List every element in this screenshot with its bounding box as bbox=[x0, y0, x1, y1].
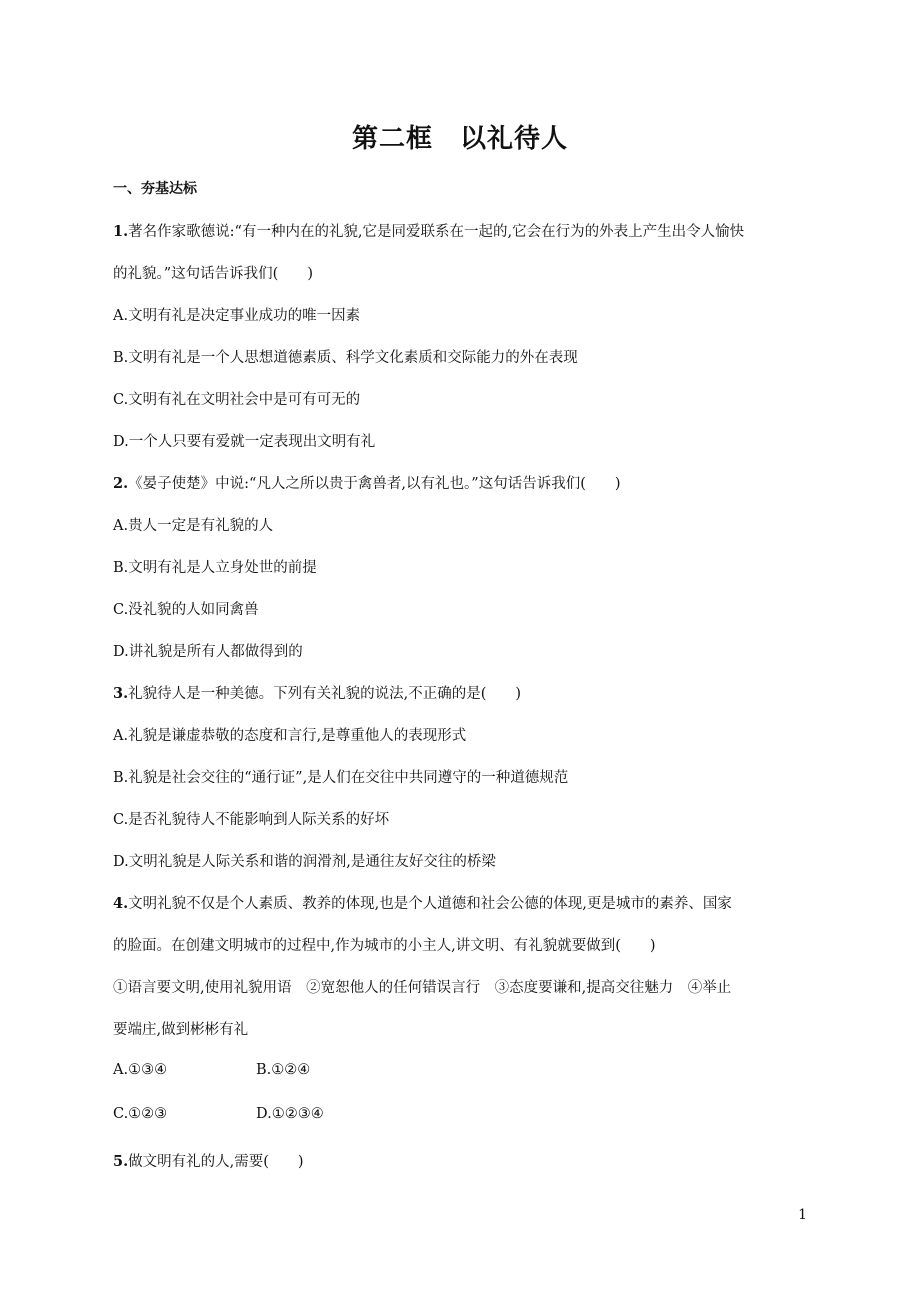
question-2-option-a: A.贵人一定是有礼貌的人 bbox=[113, 518, 274, 534]
question-number: 4. bbox=[113, 895, 129, 912]
question-1-option-b: B.文明有礼是一个人思想道德素质、科学文化素质和交际能力的外在表现 bbox=[113, 350, 578, 366]
question-4-items-line-1: ①语言要文明,使用礼貌用语 ②宽恕他人的任何错误言行 ③态度要谦和,提高交往魅力 ④举止 bbox=[113, 980, 732, 996]
question-2-option-c: C.没礼貌的人如同禽兽 bbox=[113, 602, 259, 618]
question-1-stem-line-2: 的礼貌。”这句话告诉我们( ) bbox=[113, 266, 313, 282]
question-number: 5. bbox=[113, 1153, 129, 1170]
question-number: 1. bbox=[113, 223, 129, 240]
question-3-stem: 3.礼貌待人是一种美德。下列有关礼貌的说法,不正确的是( ) bbox=[113, 685, 522, 702]
page-number: 1 bbox=[798, 1207, 807, 1223]
section-heading: 一、夯基达标 bbox=[113, 181, 197, 197]
question-4-option-c: C.①②③ bbox=[113, 1106, 168, 1122]
question-2-option-d: D.讲礼貌是所有人都做得到的 bbox=[113, 644, 303, 660]
question-2-option-b: B.文明有礼是人立身处世的前提 bbox=[113, 560, 317, 576]
question-4-stem-line-2: 的脸面。在创建文明城市的过程中,作为城市的小主人,讲文明、有礼貌就要做到( ) bbox=[113, 938, 656, 954]
question-4-option-b: B.①②④ bbox=[256, 1062, 311, 1078]
question-4-items-line-2: 要端庄,做到彬彬有礼 bbox=[113, 1022, 249, 1038]
question-3-option-d: D.文明礼貌是人际关系和谐的润滑剂,是通往友好交往的桥梁 bbox=[113, 854, 496, 870]
page-title: 第二框 以礼待人 bbox=[351, 124, 568, 154]
question-3-option-c: C.是否礼貌待人不能影响到人际关系的好坏 bbox=[113, 812, 390, 828]
question-number: 3. bbox=[113, 685, 129, 702]
question-1-option-c: C.文明有礼在文明社会中是可有可无的 bbox=[113, 392, 361, 408]
question-4-option-d: D.①②③④ bbox=[256, 1106, 324, 1122]
question-3-option-b: B.礼貌是社会交往的“通行证”,是人们在交往中共同遵守的一种道德规范 bbox=[113, 770, 569, 786]
question-3-option-a: A.礼貌是谦虚恭敬的态度和言行,是尊重他人的表现形式 bbox=[113, 728, 467, 744]
question-1-option-a: A.文明有礼是决定事业成功的唯一因素 bbox=[113, 308, 361, 324]
question-2-stem: 2.《晏子使楚》中说:“凡人之所以贵于禽兽者,以有礼也。”这句话告诉我们( ) bbox=[113, 475, 621, 492]
question-5-stem: 5.做文明有礼的人,需要( ) bbox=[113, 1153, 304, 1170]
question-4-option-a: A.①③④ bbox=[113, 1062, 168, 1078]
question-1-stem-line-1: 1.著名作家歌德说:“有一种内在的礼貌,它是同爱联系在一起的,它会在行为的外表上产生出令人愉快 bbox=[113, 223, 745, 240]
question-number: 2. bbox=[113, 475, 129, 492]
question-4-stem-line-1: 4.文明礼貌不仅是个人素质、教养的体现,也是个人道德和社会公德的体现,更是城市的素养、国家 bbox=[113, 895, 732, 912]
question-1-option-d: D.一个人只要有爱就一定表现出文明有礼 bbox=[113, 434, 376, 450]
